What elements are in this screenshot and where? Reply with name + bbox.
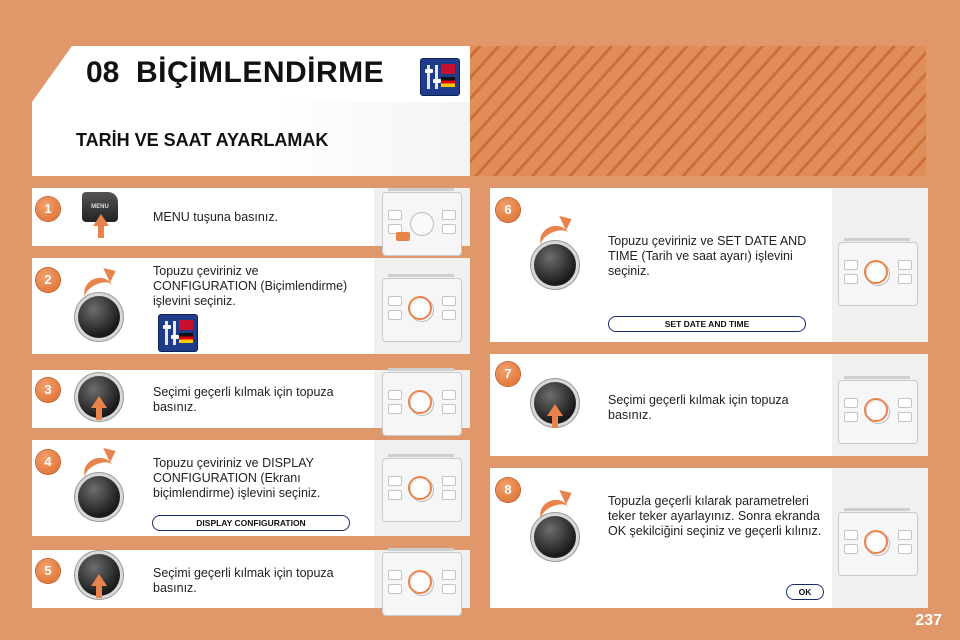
- step-instruction: Seçimi geçerli kılmak için topuza basınız.: [153, 385, 334, 414]
- push-arrow-icon: [91, 574, 107, 586]
- header-stripe-pattern: [470, 46, 926, 176]
- radio-unit-illustration: [838, 236, 916, 310]
- step-instruction: Topuzu çeviriniz ve CONFIGURATION (Biçimlendirme) işlevini seçiniz.: [153, 264, 348, 308]
- step-number-badge: 1: [36, 197, 60, 221]
- step-number-badge: 4: [36, 450, 60, 474]
- step-number-badge: 8: [496, 478, 520, 502]
- configuration-icon: [420, 58, 460, 96]
- step-instruction: Topuzla geçerli kılarak parametreleri teker teker ayarlayınız. Sonra ekranda OK şekilciğini seçiniz ve geçerli kılınız.: [608, 494, 822, 538]
- chapter-number: 08: [86, 56, 120, 89]
- screen-label-ok: OK: [786, 584, 824, 600]
- screen-label-set-date-and-time: SET DATE AND TIME: [608, 316, 806, 332]
- menu-button-illustration: MENU: [82, 192, 118, 222]
- step-instruction: Topuzu çeviriniz ve SET DATE AND TIME (Tarih ve saat ayarı) işlevini seçiniz.: [608, 234, 807, 278]
- radio-unit-illustration: [382, 452, 460, 526]
- rotary-knob-icon: [78, 296, 120, 338]
- rotary-knob-icon: [534, 244, 576, 286]
- step-instruction: MENU tuşuna basınız.: [153, 210, 279, 224]
- step-number-badge: 2: [36, 268, 60, 292]
- screen-label-display-configuration: DISPLAY CONFIGURATION: [152, 515, 350, 531]
- step-number-badge: 5: [36, 559, 60, 583]
- step-instruction: Seçimi geçerli kılmak için topuza basınız.: [608, 393, 789, 422]
- radio-unit-illustration: [838, 374, 916, 448]
- step-number-badge: 6: [496, 198, 520, 222]
- chapter-title: BİÇİMLENDİRME: [136, 56, 385, 89]
- step-number-badge: 3: [36, 378, 60, 402]
- step-instruction: Seçimi geçerli kılmak için topuza basınız.: [153, 566, 334, 595]
- push-arrow-icon: [91, 396, 107, 408]
- radio-unit-illustration: [838, 506, 916, 580]
- step-instruction: Topuzu çeviriniz ve DISPLAY CONFIGURATION (Ekranı biçimlendirme) işlevini seçiniz.: [153, 456, 321, 500]
- rotary-knob-icon: [534, 516, 576, 558]
- radio-unit-illustration: [382, 366, 460, 440]
- push-arrow-icon: [93, 214, 109, 226]
- step-number-badge: 7: [496, 362, 520, 386]
- configuration-icon: [158, 314, 198, 352]
- rotary-knob-icon: [78, 476, 120, 518]
- push-arrow-icon: [547, 404, 563, 416]
- radio-unit-illustration: [382, 272, 460, 346]
- section-title: TARİH VE SAAT AYARLAMAK: [76, 130, 329, 150]
- radio-unit-illustration: [382, 186, 460, 260]
- radio-unit-illustration: [382, 546, 460, 620]
- page-number: 237: [915, 612, 942, 629]
